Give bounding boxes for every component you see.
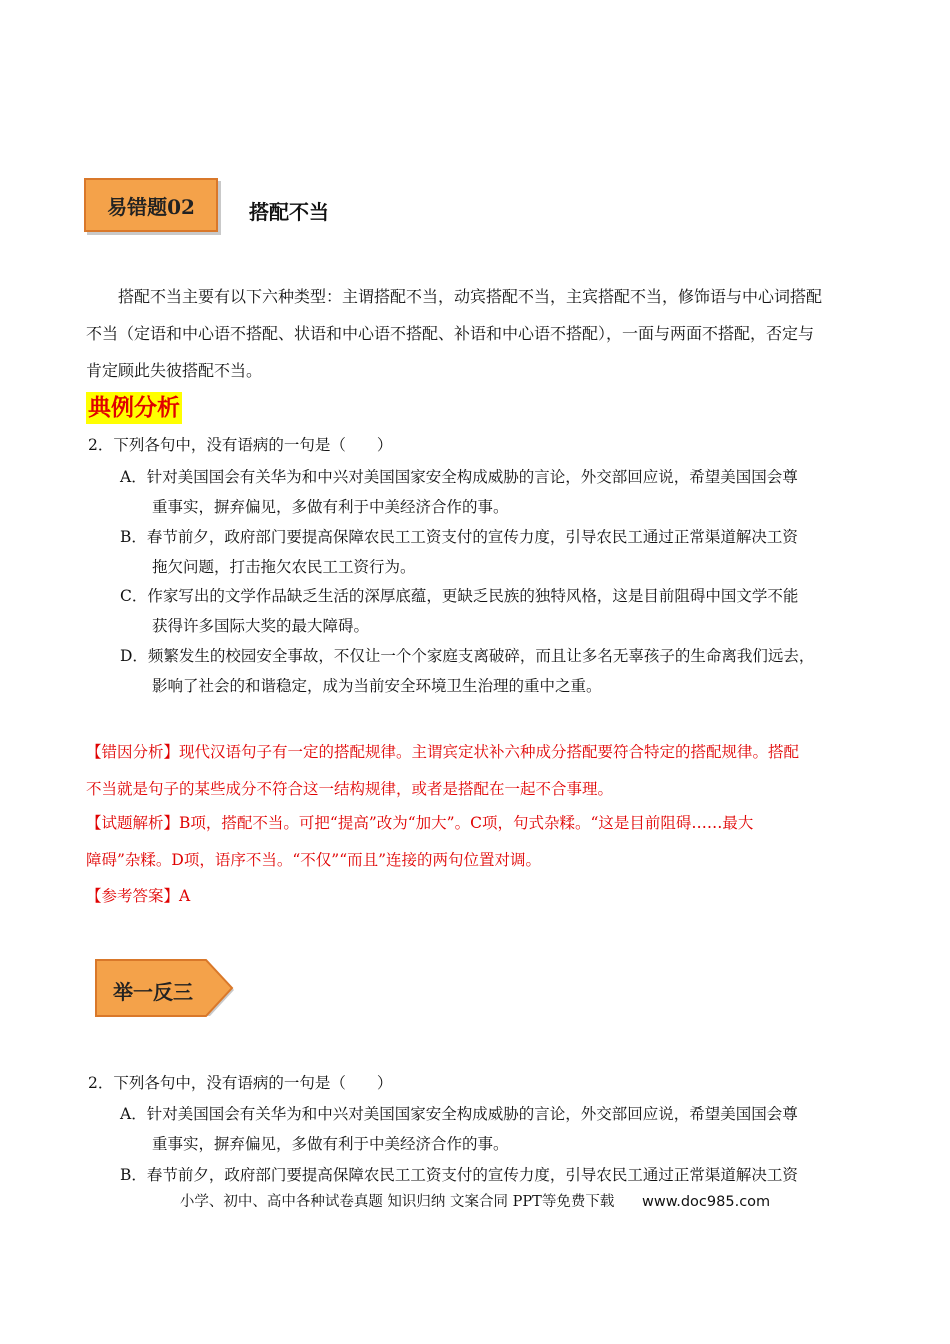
error-analysis-line: 【错因分析】现代汉语句子有一定的搭配规律。主谓宾定状补六种成分搭配要符合特定的搭配规律。搭配 (86, 743, 800, 761)
option-c-line: 获得许多国际大奖的最大障碍。 (152, 617, 370, 635)
practice-badge-label: 举一反三 (113, 979, 193, 1004)
example-heading: 典例分析 (86, 392, 182, 424)
solution-line: 【试题解析】B项，搭配不当。可把“提高”改为“加大”。C项，句式杂糅。“这是目前阻碍……最大 (86, 814, 754, 832)
option-a-line: A．针对美国国会有关华为和中兴对美国国家安全构成威胁的言论，外交部回应说，希望美国国会尊 (120, 468, 798, 486)
error-analysis-line: 不当就是句子的某些成分不符合这一结构规律，或者是搭配在一起不合事理。 (86, 780, 614, 798)
section-topic: 搭配不当 (249, 200, 329, 224)
practice-option-a-line: A．针对美国国会有关华为和中兴对美国国家安全构成威胁的言论，外交部回应说，希望美国国会尊 (120, 1105, 798, 1123)
footer-url[interactable]: www.doc985.com (642, 1194, 771, 1210)
intro-line: 不当（定语和中心语不搭配、状语和中心语不搭配、补语和中心语不搭配），一面与两面不搭配，否定与 (86, 324, 815, 343)
option-b-line: B．春节前夕，政府部门要提高保障农民工工资支付的宣传力度，引导农民工通过正常渠道解决工资 (120, 528, 798, 546)
answer-line: 【参考答案】A (86, 887, 191, 905)
option-b-line: 拖欠问题，打击拖欠农民工工资行为。 (152, 558, 416, 576)
practice-question-stem: 2．下列各句中，没有语病的一句是（ ） (88, 1074, 393, 1092)
practice-option-a-line: 重事实，摒弃偏见，多做有利于中美经济合作的事。 (152, 1135, 509, 1153)
solution-line: 障碍”杂糅。D项，语序不当。“不仅”“而且”连接的两句位置对调。 (86, 851, 542, 869)
practice-badge (94, 958, 238, 1022)
footer-text: 小学、初中、高中各种试卷真题 知识归纳 文案合同 PPT等免费下载 (179, 1194, 615, 1210)
practice-option-b-line: B．春节前夕，政府部门要提高保障农民工工资支付的宣传力度，引导农民工通过正常渠道解决工资 (120, 1166, 798, 1184)
option-a-line: 重事实，摒弃偏见，多做有利于中美经济合作的事。 (152, 498, 509, 516)
option-d-line: D．频繁发生的校园安全事故，不仅让一个个家庭支离破碎，而且让多名无辜孩子的生命离我们远去， (120, 647, 815, 665)
intro-line: 肯定顾此失彼搭配不当。 (86, 361, 263, 380)
question-stem: 2．下列各句中，没有语病的一句是（ ） (88, 436, 393, 454)
option-c-line: C．作家写出的文学作品缺乏生活的深厚底蕴，更缺乏民族的独特风格，这是目前阻碍中国文学不能 (120, 587, 799, 605)
option-d-line: 影响了社会的和谐稳定，成为当前安全环境卫生治理的重中之重。 (152, 677, 602, 695)
section-badge (84, 178, 218, 232)
intro-paragraph (86, 278, 866, 389)
section-badge-label: 易错题02 (107, 194, 195, 219)
intro-line: 搭配不当主要有以下六种类型：主谓搭配不当，动宾搭配不当，主宾搭配不当，修饰语与中心词搭配 (118, 287, 823, 306)
page-footer (0, 1190, 950, 1211)
